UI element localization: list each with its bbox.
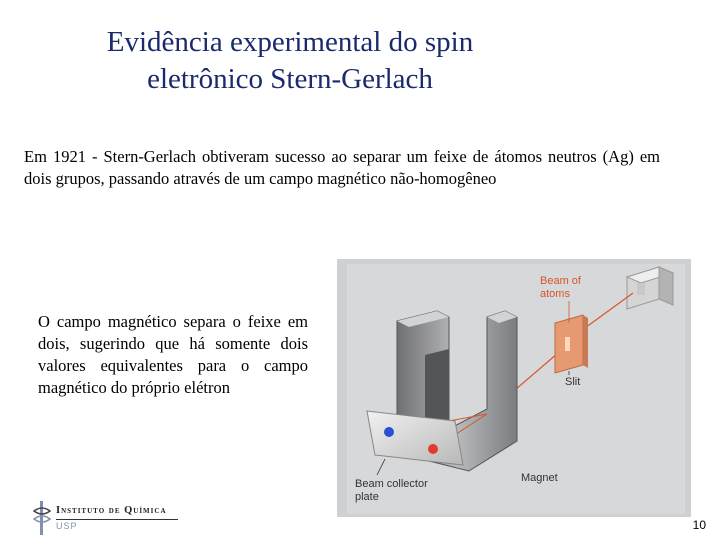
beam-label-1: Beam of bbox=[540, 275, 581, 287]
logo-divider bbox=[56, 519, 178, 520]
plate-label-2: plate bbox=[355, 491, 379, 503]
title-line-1: Evidência experimental do spin bbox=[106, 26, 474, 58]
logo-sub: USP bbox=[56, 521, 78, 531]
side-text: O campo magnético separa o feixe em dois, sugerindo que há somente dois valores equivalentes para o campo magnético do próprio elétron bbox=[38, 312, 308, 397]
spin-down-spot bbox=[428, 444, 438, 454]
slide-title bbox=[40, 24, 540, 98]
slit-label: Slit bbox=[565, 376, 581, 388]
intro-paragraph: Em 1921 - Stern-Gerlach obtiveram sucesso ao separar um feixe de átomos neutros (Ag) em dois grupos, passando através de um campo magnético não-homogêneo bbox=[24, 147, 660, 188]
title-line-2: eletrônico Stern-Gerlach bbox=[147, 63, 433, 95]
slit-plate bbox=[555, 315, 588, 373]
page-number: 10 bbox=[692, 518, 706, 532]
institute-logo bbox=[32, 499, 182, 535]
stern-gerlach-figure bbox=[337, 259, 691, 517]
logo-name: Instituto de Química bbox=[56, 505, 167, 516]
magnet-label: Magnet bbox=[521, 472, 558, 484]
stern-gerlach-diagram bbox=[337, 259, 691, 517]
beam-label-2: atoms bbox=[540, 288, 570, 300]
logo-emblem-icon bbox=[32, 501, 52, 535]
spin-up-spot bbox=[384, 427, 394, 437]
plate-label-1: Beam collector bbox=[355, 478, 428, 490]
